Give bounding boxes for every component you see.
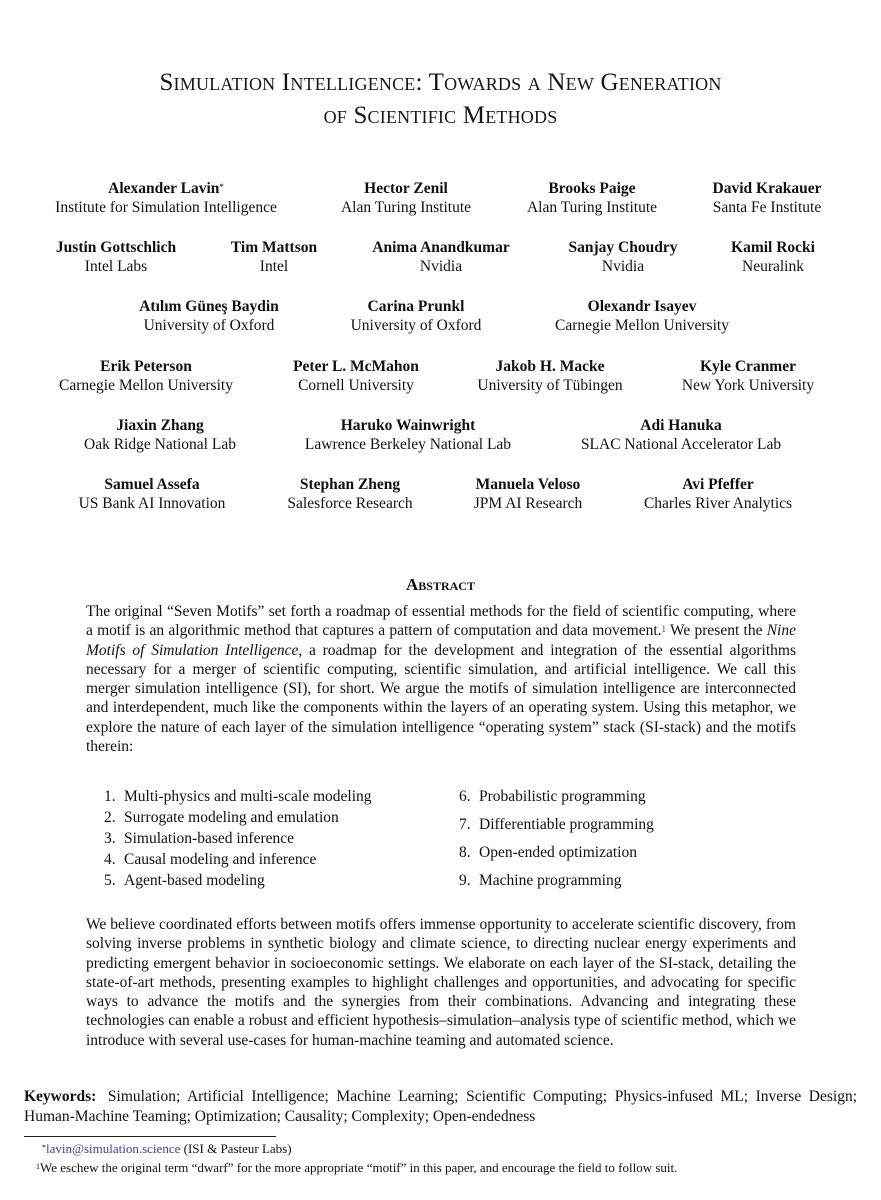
author-block — [527, 179, 657, 217]
list-item: 2. Surrogate modeling and emulation — [104, 809, 339, 826]
email-link[interactable]: lavin@simulation.science — [46, 1141, 181, 1156]
list-item: 7. Differentiable programming — [459, 816, 654, 833]
author-name: Kamil Rocki — [731, 239, 815, 256]
author-affiliation: University of Tübingen — [477, 377, 623, 394]
paper-title — [0, 66, 881, 132]
author-block — [79, 475, 226, 513]
author-block — [287, 475, 412, 513]
author-name: Kyle Cranmer — [700, 358, 796, 375]
author-block — [372, 238, 509, 276]
footnote-ref-link[interactable]: 1 — [661, 624, 667, 635]
author-name: Erik Peterson — [100, 358, 192, 375]
author-name: Carina Prunkl — [367, 298, 465, 315]
emphasis-text: Nine Motifs of Simulation Intelligence — [86, 622, 796, 659]
author-affiliation: Neuralink — [742, 258, 804, 275]
list-item: 9. Machine programming — [459, 872, 622, 889]
author-affiliation: Carnegie Mellon University — [555, 317, 729, 334]
list-item: 6. Probabilistic programming — [459, 788, 646, 805]
author-affiliation: New York University — [681, 377, 815, 394]
abstract-paragraph-2: We believe coordinated efforts between motifs offers immense opportunity to accelerate scientific discovery, from solving inverse problems in synthetic biology and climate science, to directing nuclear energy experiments and predicting emergent behavior in socioeconomic settings. We elaborate on each layer of the SI-stack, detailing the state-of-art methods, presenting examples to highlight challenges and opportunities, and advocating for specific ways to advance the motifs and the synergies from their combinations. Advancing and integrating these technologies can enable a robust and efficient hypothesis–simulation–analysis type of scientific method, which we introduce with several use-cases for human-machine teaming and automated science. — [86, 916, 796, 1049]
list-item: 8. Open-ended optimization — [459, 844, 637, 861]
author-name: Manuela Veloso — [475, 476, 581, 493]
author-affiliation: Alan Turing Institute — [340, 199, 472, 216]
author-block — [731, 238, 815, 276]
author-name: David Krakauer — [712, 180, 822, 197]
author-affiliation: Intel — [259, 258, 289, 275]
author-affiliation: Charles River Analytics — [643, 495, 793, 512]
list-item: 1. Multi-physics and multi-scale modeling — [104, 788, 372, 805]
author-block — [293, 357, 419, 395]
author-name: Anima Anandkumar — [372, 239, 510, 256]
author-affiliation: US Bank AI Innovation — [78, 495, 226, 512]
footnote-rule — [24, 1136, 276, 1137]
author-affiliation: Cornell University — [298, 377, 414, 394]
keywords — [24, 1087, 857, 1126]
author-block — [477, 357, 622, 395]
footnote-1: $^1$We eschew the original term “dwarf” for the more appropriate “motif” in this paper, and encourage the field to follow suit. — [36, 1160, 678, 1175]
author-block — [555, 297, 729, 335]
author-block — [682, 357, 814, 395]
author-block — [713, 179, 822, 217]
author-affiliation: Lawrence Berkeley National Lab — [304, 436, 512, 453]
author-name: Peter L. McMahon — [293, 358, 419, 375]
author-name: Alexander Lavin* — [108, 180, 224, 197]
author-block — [474, 475, 583, 513]
author-affiliation: Salesforce Research — [287, 495, 413, 512]
author-name: Stephan Zheng — [299, 476, 401, 493]
author-affiliation: Nvidia — [419, 258, 463, 275]
author-name: Olexandr Isayev — [587, 298, 697, 315]
author-affiliation: University of Oxford — [350, 317, 482, 334]
author-name: Hector Zenil — [364, 180, 448, 197]
title-line-1: Simulation Intelligence: Towards a New Generation — [159, 69, 722, 96]
author-block — [581, 416, 781, 454]
author-affiliation: Carnegie Mellon University — [59, 377, 233, 394]
list-item: 3. Simulation-based inference — [104, 830, 295, 847]
author-affiliation: Oak Ridge National Lab — [84, 436, 236, 453]
author-block — [231, 238, 317, 276]
author-name: Haruko Wainwright — [340, 417, 476, 434]
author-block — [56, 238, 176, 276]
author-affiliation: SLAC National Accelerator Lab — [580, 436, 782, 453]
author-name: Avi Pfeffer — [682, 476, 754, 493]
author-affiliation: University of Oxford — [143, 317, 275, 334]
author-affiliation: Nvidia — [601, 258, 645, 275]
author-affiliation: JPM AI Research — [473, 495, 583, 512]
author-block — [59, 357, 233, 395]
keywords-label: Keywords: — [24, 1088, 97, 1105]
author-affiliation: Alan Turing Institute — [526, 199, 658, 216]
author-name: Adi Hanuka — [640, 417, 722, 434]
author-block — [139, 297, 279, 335]
author-name: Jakob H. Macke — [495, 358, 605, 375]
title-line-2: of Scientific Methods — [323, 102, 558, 129]
list-item: 5. Agent-based modeling — [104, 872, 265, 889]
author-name: Sanjay Choudry — [568, 239, 678, 256]
author-name: Brooks Paige — [548, 180, 636, 197]
author-name: Atılım Güneş Baydin — [139, 298, 279, 315]
author-block — [84, 416, 236, 454]
author-affiliation: Santa Fe Institute — [712, 199, 822, 216]
footnote-star: *lavin@simulation.science (ISI & Pasteur Labs) — [42, 1141, 292, 1156]
author-block — [351, 297, 482, 335]
author-block — [341, 179, 471, 217]
list-item: 4. Causal modeling and inference — [104, 851, 317, 868]
keywords-list: Simulation; Artificial Intelligence; Machine Learning; Scientific Computing; Physics-infused ML; Inverse Design; Human-Machine Teaming; Optimization; Causality; Complexity; Open-endedness — [24, 1088, 858, 1125]
abstract-heading: Abstract — [406, 575, 475, 594]
author-name: Justin Gottschlich — [55, 239, 177, 256]
author-block — [644, 475, 792, 513]
author-name: Jiaxin Zhang — [116, 417, 204, 434]
author-affiliation: Institute for Simulation Intelligence — [55, 199, 277, 216]
footnote-mark: * — [219, 182, 224, 192]
author-block — [569, 238, 678, 276]
author-block — [305, 416, 511, 454]
author-name: Tim Mattson — [230, 239, 318, 256]
abstract-paragraph-1: The original “Seven Motifs” set forth a roadmap of essential methods for the field of scientific computing, where a motif is an algorithmic method that captures a pattern of computation and data movement.$^1$ We present the Nine Motifs of Simulation Intelligence, a roadmap for the development and integration of the essential algorithms necessary for a merger of scientific computing, scientific simulation, and artificial intelligence. We call this merger simulation intelligence (SI), for short. We argue the motifs of simulation intelligence are interconnected and interdependent, much like the components within the layers of an operating system. Using this metaphor, we explore the nature of each layer of the simulation intelligence “operating system” stack (SI-stack) and the motifs therein: — [86, 603, 796, 756]
author-block — [55, 179, 277, 217]
author-affiliation: Intel Labs — [84, 258, 148, 275]
author-name: Samuel Assefa — [104, 476, 200, 493]
